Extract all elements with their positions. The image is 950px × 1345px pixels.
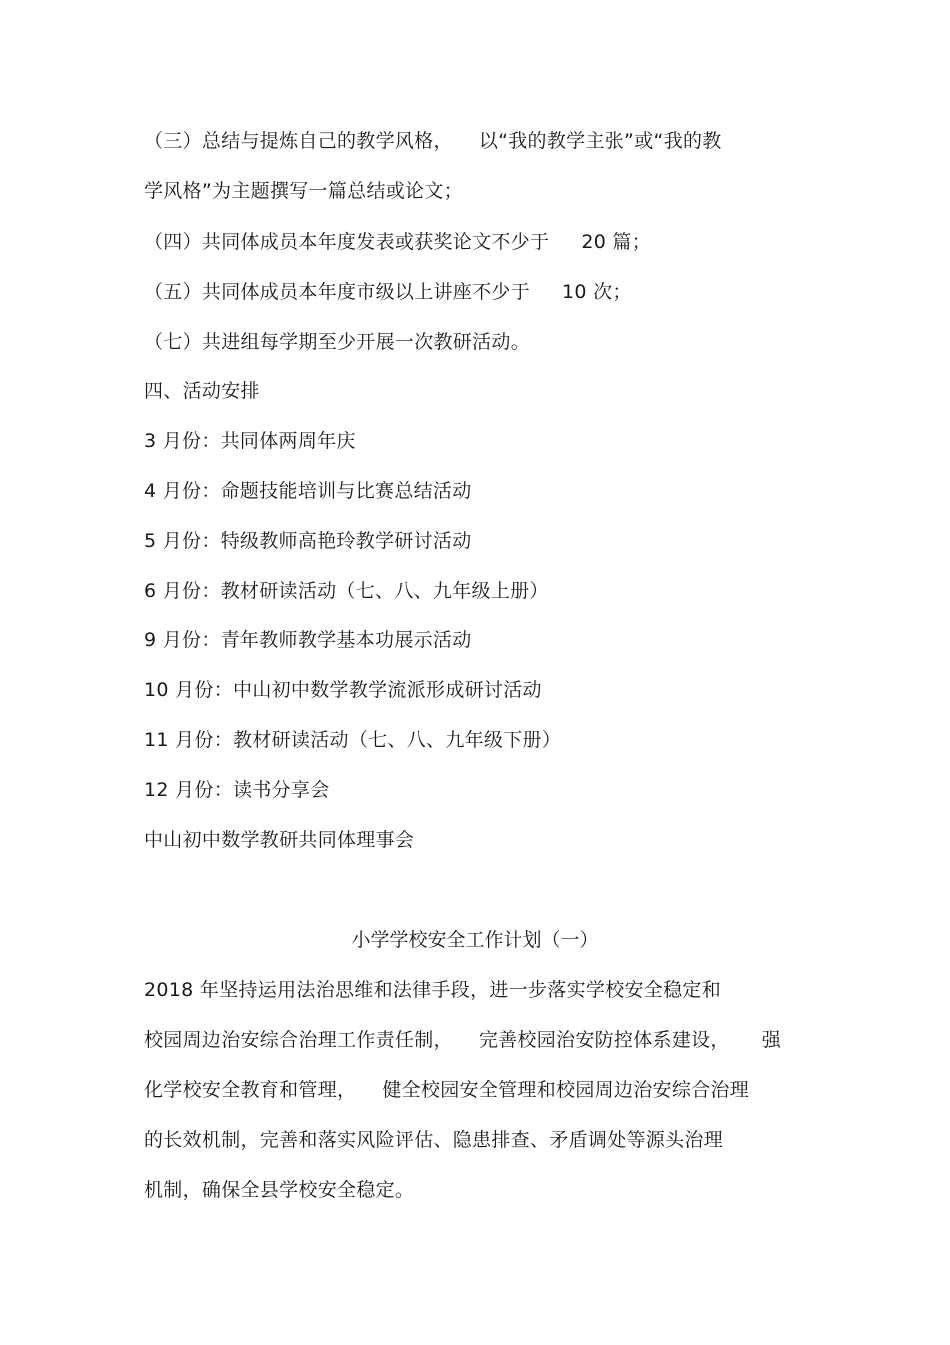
- section-heading-activities: 四、活动安排: [144, 380, 260, 402]
- schedule-item-april: 4 月份：命题技能培训与比赛总结活动: [144, 480, 472, 502]
- goal-line-7: [144, 329, 530, 355]
- plan-line-2-part-b: 完善校园治安防控体系建设，: [478, 1029, 730, 1051]
- schedule-item-may: 5 月份：特级教师高艳玲教学研讨活动: [144, 530, 472, 552]
- plan-line-3-part-b: 健全校园安全管理和校园周边治安综合治理: [382, 1079, 750, 1101]
- goal-line-3-cont: [144, 178, 463, 204]
- schedule-item-october: 10 月份：中山初中数学教学流派形成研讨活动: [144, 679, 542, 701]
- goal-line-4: [144, 229, 651, 255]
- plan-line-5: [144, 1177, 414, 1203]
- goal-3-cont-text: 学风格”为主题撰写一篇总结或论文；: [144, 180, 463, 202]
- schedule-item-march: 3 月份：共同体两周年庆: [144, 430, 356, 452]
- signature: 中山初中数学教研共同体理事会: [144, 829, 415, 851]
- plan-line-5-text: 机制，确保全县学校安全稳定。: [144, 1179, 415, 1201]
- goal-4-part-a: （四）共同体成员本年度发表或获奖论文不少于: [144, 231, 550, 253]
- schedule-item-september: 9 月份：青年教师教学基本功展示活动: [144, 629, 472, 651]
- plan-line-4-text: 的长效机制，完善和落实风险评估、隐患排查、矛盾调处等源头治理: [144, 1129, 724, 1151]
- plan-line-2: [144, 1027, 781, 1053]
- plan-line-2-part-c: 强: [761, 1029, 782, 1051]
- plan-line-2-part-a: 校园周边治安综合治理工作责任制，: [144, 1029, 453, 1051]
- plan-line-4: [144, 1127, 723, 1153]
- goal-4-part-b: 20 篇；: [581, 231, 652, 253]
- plan-line-3-part-a: 化学校安全教育和管理，: [144, 1079, 357, 1101]
- goal-3-part-a: （三）总结与提炼自己的教学风格，: [144, 130, 453, 152]
- goal-5-part-a: （五）共同体成员本年度市级以上讲座不少于: [144, 281, 531, 303]
- schedule-item-june: 6 月份：教材研读活动（七、八、九年级上册）: [144, 580, 549, 602]
- goal-5-part-b: 10 次；: [562, 281, 632, 303]
- schedule-item-november: 11 月份：教材研读活动（七、八、九年级下册）: [144, 729, 562, 751]
- goal-line-5: [144, 279, 632, 305]
- goal-line-3: [144, 128, 722, 154]
- schedule-item-december: 12 月份：读书分享会: [144, 779, 330, 801]
- plan-line-1: [144, 977, 721, 1003]
- goal-3-part-b: 以“我的教学主张”或“我的教: [478, 130, 722, 152]
- plan-line-1-text: 2018 年坚持运用法治思维和法律手段，进一步落实学校安全稳定和: [144, 979, 721, 1001]
- plan-title: 小学学校安全工作计划（一）: [351, 929, 599, 951]
- goal-7-text: （七）共进组每学期至少开展一次教研活动。: [144, 331, 531, 353]
- plan-line-3: [144, 1077, 749, 1103]
